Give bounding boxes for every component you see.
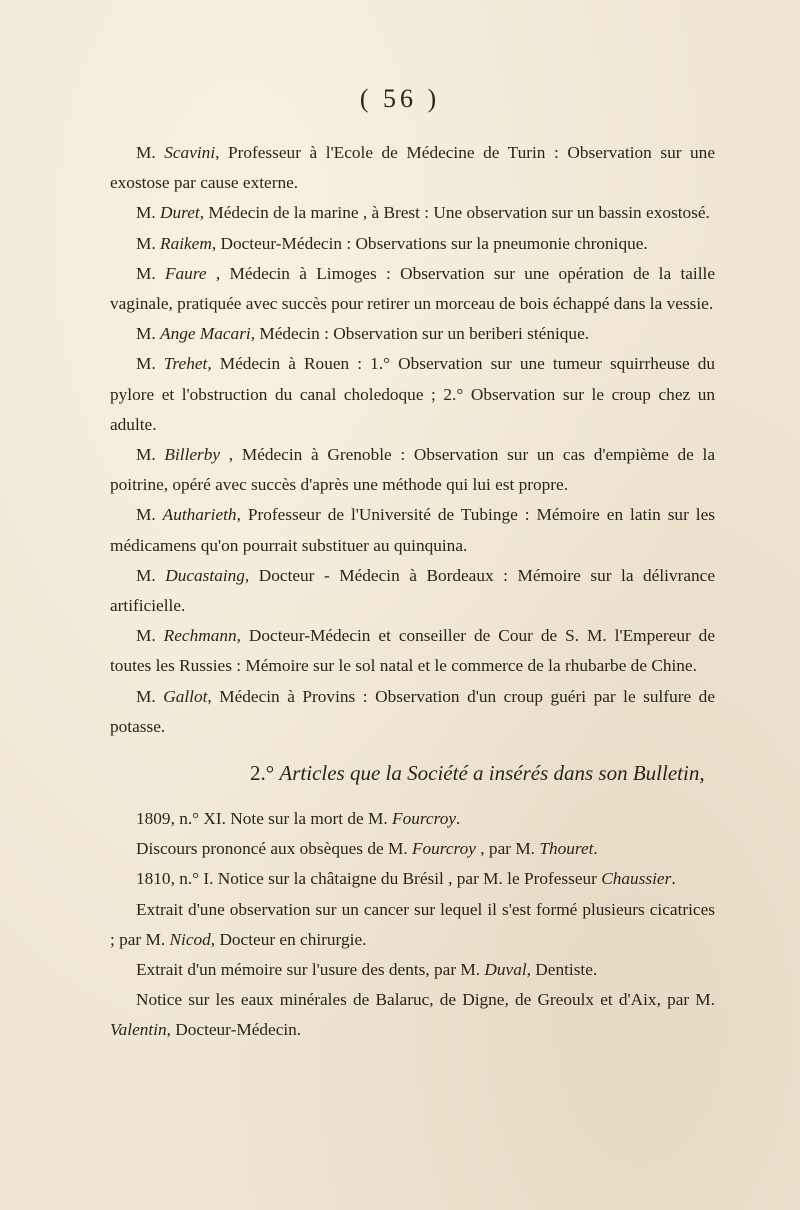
article-text: 1809, n.° XI. Note sur la mort de M. <box>136 809 393 829</box>
page-number: ( 56 ) <box>359 84 441 113</box>
section-number: 2.° <box>250 761 280 786</box>
article-author-name: Nicod <box>169 929 211 949</box>
article-text: , par M. <box>475 839 540 859</box>
entry-author-name: Ducastaing <box>165 565 245 585</box>
article-author-name: Fourcroy <box>411 839 476 859</box>
bulletin-article <box>110 834 715 864</box>
entry-author-name: Raikem <box>160 233 212 253</box>
entry-author-name: Faure <box>164 263 207 283</box>
entry-paragraph <box>110 349 715 440</box>
entry-text: , Médecin à Grenoble : Observation sur un cas d'empième de la poitrine, opéré avec succès d'après une méthode qui lui est propre. <box>110 445 715 495</box>
entry-prefix: M. <box>136 143 165 162</box>
correspondents-list <box>110 138 715 742</box>
entry-prefix: M. <box>136 233 161 253</box>
article-text: . <box>593 839 598 859</box>
entry-author-name: Billerby <box>164 445 221 465</box>
entry-prefix: M. <box>136 686 164 706</box>
entry-text: , Docteur-Médecin : Observations sur la pneumonie chronique. <box>211 233 648 253</box>
bulletin-articles-list <box>110 804 715 1046</box>
bulletin-article <box>110 895 715 955</box>
entry-text: , Médecin de la marine , à Brest : Une observation sur un bassin exostosé. <box>199 203 710 223</box>
section-heading <box>110 756 715 790</box>
entry-prefix: M. <box>136 565 166 585</box>
bulletin-article <box>110 864 715 894</box>
article-text: . <box>456 809 461 829</box>
article-text: Discours prononcé aux obsèques de M. <box>136 839 412 859</box>
entry-author-name: Autharieth <box>162 505 237 525</box>
bulletin-article <box>110 804 715 834</box>
entry-paragraph <box>110 198 715 228</box>
entry-author-name: Ange Macari <box>160 324 251 344</box>
article-author-name: Fourcroy <box>392 809 457 829</box>
page-content <box>110 138 715 1046</box>
entry-text: , Docteur - Médecin à Bordeaux : Mémoire sur la délivrance artificielle. <box>110 565 716 616</box>
article-text: Extrait d'une observation sur un cancer sur lequel il s'est formé plusieurs cicatrices ; par M. <box>110 899 715 949</box>
entry-author-name: Rechmann <box>163 626 237 646</box>
entry-text: , Médecin à Limoges : Observation sur une opération de la taille vaginale, pratiquée avec succès pour retirer un morceau de bois échappé dans la vessie. <box>110 263 715 314</box>
entry-prefix: M. <box>136 324 161 344</box>
entry-paragraph <box>110 440 715 500</box>
entry-prefix: M. <box>136 626 164 646</box>
entry-text: , Professeur de l'Université de Tubinge : Mémoire en latin sur les médicamens qu'on pourrait substituer au quinquina. <box>110 505 715 555</box>
section-title: Articles que la Société a insérés dans son Bulletin, <box>279 761 705 786</box>
entry-paragraph <box>110 138 715 198</box>
article-text: Extrait d'un mémoire sur l'usure des dents, par M. <box>136 960 485 980</box>
article-author-name: Duval <box>484 960 527 980</box>
article-text: , Dentiste. <box>526 960 598 980</box>
entry-text: , Professeur à l'Ecole de Médecine de Turin : Observation sur une exostose par cause externe. <box>110 143 715 193</box>
article-text: , Docteur-Médecin. <box>166 1020 302 1040</box>
entry-paragraph <box>110 621 715 681</box>
entry-text: , Médecin à Rouen : 1.° Observation sur une tumeur squirrheuse du pylore et l'obstruction du canal choledoque ; 2.° Observation sur le croup chez un adulte. <box>110 354 715 434</box>
entry-prefix: M. <box>136 203 161 223</box>
article-author-name: Valentin <box>110 1020 167 1040</box>
entry-prefix: M. <box>136 505 163 525</box>
entry-paragraph <box>110 682 715 742</box>
article-text: Notice sur les eaux minérales de Balaruc, de Digne, de Greoulx et d'Aix, par M. <box>136 990 715 1010</box>
entry-prefix: M. <box>136 354 164 374</box>
entry-author-name: Duret <box>160 203 200 223</box>
article-text: . <box>671 869 676 889</box>
entry-text: , Médecin à Provins : Observation d'un croup guéri par le sulfure de potasse. <box>110 686 715 736</box>
article-text: , Docteur en chirurgie. <box>210 929 367 949</box>
entry-author-name: Gallot <box>163 686 208 706</box>
entry-paragraph <box>110 259 715 319</box>
entry-paragraph <box>110 500 715 560</box>
entry-text: , Docteur-Médecin et conseiller de Cour de S. M. l'Empereur de toutes les Russies : Mémoire sur le sol natal et le commerce de la rhubarbe de Chine. <box>110 626 715 676</box>
article-text: 1810, n.° I. Notice sur la châtaigne du Brésil , par M. le Professeur <box>136 869 602 889</box>
entry-prefix: M. <box>136 445 165 465</box>
article-author-name: Thouret <box>539 839 594 859</box>
bulletin-article <box>110 955 715 985</box>
entry-author-name: Scavini <box>164 143 216 162</box>
entry-text: , Médecin : Observation sur un beriberi sténique. <box>250 324 590 344</box>
entry-paragraph <box>110 319 715 349</box>
entry-paragraph <box>110 229 715 259</box>
article-author-name: Chaussier <box>601 869 672 889</box>
entry-author-name: Trehet <box>163 354 208 374</box>
bulletin-article <box>110 985 715 1045</box>
entry-paragraph <box>110 561 715 621</box>
entry-prefix: M. <box>136 263 165 283</box>
